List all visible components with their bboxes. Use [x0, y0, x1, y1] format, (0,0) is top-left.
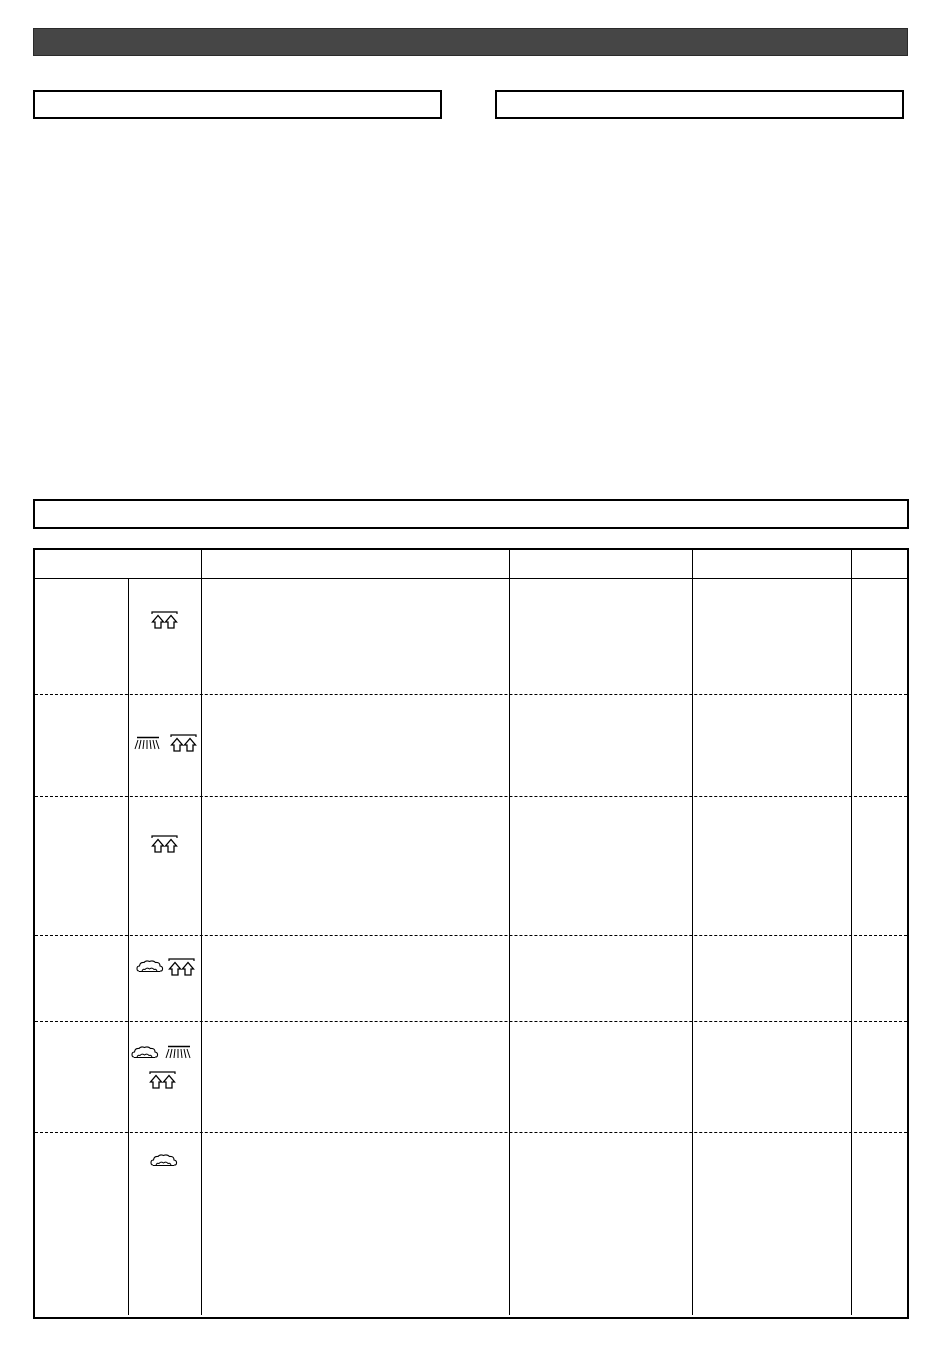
fan-heat-icon	[149, 1071, 177, 1090]
table-row-separator	[35, 1021, 907, 1022]
grill-icon	[164, 1045, 192, 1060]
table-col-divider-4	[851, 549, 852, 1315]
section-title-box-right	[495, 90, 904, 119]
table-row-separator	[35, 796, 907, 797]
table-col-divider-2	[509, 549, 510, 1315]
fan-heat-icon	[151, 835, 179, 854]
header-bar	[33, 28, 908, 56]
section-title-box-left	[33, 90, 442, 119]
table-row-separator	[35, 694, 907, 695]
table-header-rule	[35, 578, 907, 579]
section-title-box-wide	[33, 499, 909, 529]
grill-icon	[133, 736, 161, 751]
steam-icon	[136, 959, 164, 974]
table-row-separator	[35, 1132, 907, 1133]
function-table	[33, 548, 909, 1319]
table-col-divider-1	[201, 549, 202, 1315]
fan-heat-icon	[170, 734, 198, 753]
fan-heat-icon	[151, 611, 179, 630]
steam-icon	[131, 1045, 159, 1060]
fan-heat-icon	[168, 958, 196, 977]
table-subcol-divider	[128, 579, 129, 1315]
table-row-separator	[35, 935, 907, 936]
steam-icon	[150, 1153, 178, 1168]
table-col-divider-3	[692, 549, 693, 1315]
